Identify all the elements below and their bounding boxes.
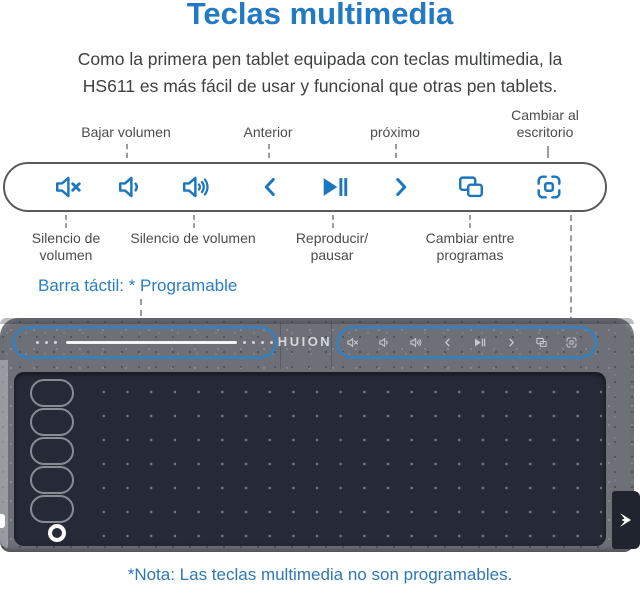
play-pause-icon xyxy=(319,172,349,202)
switch-programs-icon xyxy=(456,172,486,202)
label-bajar-volumen: Bajar volumen xyxy=(81,124,171,140)
touch-bar-dot xyxy=(252,341,255,344)
touch-bar-dot xyxy=(261,341,264,344)
label-cambiar-escritorio: Cambiar al escritorio xyxy=(511,107,579,140)
express-key xyxy=(30,495,74,523)
tablet-previous-icon xyxy=(441,336,454,349)
touch-bar-dot xyxy=(270,341,273,344)
connector-line xyxy=(140,299,142,316)
description-line1: Como la primera pen tablet equipada con teclas multimedia, la xyxy=(77,49,563,69)
indicator-ring xyxy=(48,524,66,542)
connector-line xyxy=(193,215,195,228)
footnote: *Nota: Las teclas multimedia no son programables. xyxy=(127,565,513,584)
connector-line-to-tablet xyxy=(570,215,572,333)
label-cambiar-programas: Cambiar entre programas xyxy=(425,230,515,263)
tablet-switch-programs-icon xyxy=(535,336,548,349)
tablet-volume-mute-icon xyxy=(346,336,359,349)
tablet-play-pause-icon xyxy=(473,336,486,349)
connector-line xyxy=(547,146,549,158)
express-key xyxy=(30,408,74,436)
multimedia-keys-highlight xyxy=(336,326,597,359)
huion-bird-icon xyxy=(618,512,634,528)
connector-line xyxy=(65,215,67,228)
switch-desktop-icon xyxy=(534,172,564,202)
express-key xyxy=(30,466,74,494)
label-proximo: próximo xyxy=(370,124,420,140)
touch-bar-dot xyxy=(36,341,39,344)
touch-bar-dot xyxy=(45,341,48,344)
connector-line xyxy=(268,144,270,158)
tablet-top-edge xyxy=(0,318,634,324)
next-icon xyxy=(386,172,416,202)
connector-line xyxy=(126,144,128,158)
touch-bar-dot xyxy=(243,341,246,344)
label-reproducir-pausar: Reproducir/ pausar xyxy=(295,230,369,263)
tablet-next-icon xyxy=(505,336,518,349)
connector-line xyxy=(332,215,334,228)
tablet-image xyxy=(0,318,634,552)
connector-line xyxy=(395,144,397,158)
pen-holder-tab xyxy=(612,491,640,549)
connector-line xyxy=(469,215,471,228)
brand-logo: HUION xyxy=(277,334,333,349)
touch-bar-dot xyxy=(54,341,57,344)
label-silencio-volumen: Silencio de volumen xyxy=(31,230,101,263)
drawing-area xyxy=(14,372,606,546)
volume-up-icon xyxy=(180,172,210,202)
label-silencio-volumen-2: Silencio de volumen xyxy=(130,230,256,246)
volume-mute-icon xyxy=(53,172,83,202)
express-key xyxy=(30,437,74,465)
express-key xyxy=(30,379,74,407)
multimedia-keys-bar xyxy=(3,162,607,212)
previous-icon xyxy=(255,172,285,202)
label-anterior: Anterior xyxy=(243,124,293,140)
volume-down-icon xyxy=(116,172,146,202)
description-line2: HS611 es más fácil de usar y funcional que otras pen tablets. xyxy=(82,76,558,96)
tablet-switch-desktop-icon xyxy=(565,336,578,349)
side-port xyxy=(0,514,5,528)
touch-bar-caption: Barra táctil: * Programable xyxy=(38,276,238,295)
touch-bar-slider xyxy=(66,341,237,344)
page-title: Teclas multimedia xyxy=(186,0,454,31)
dot-grid xyxy=(84,376,602,542)
tablet-volume-up-icon xyxy=(409,336,422,349)
tablet-volume-down-icon xyxy=(378,336,391,349)
description xyxy=(0,46,640,100)
